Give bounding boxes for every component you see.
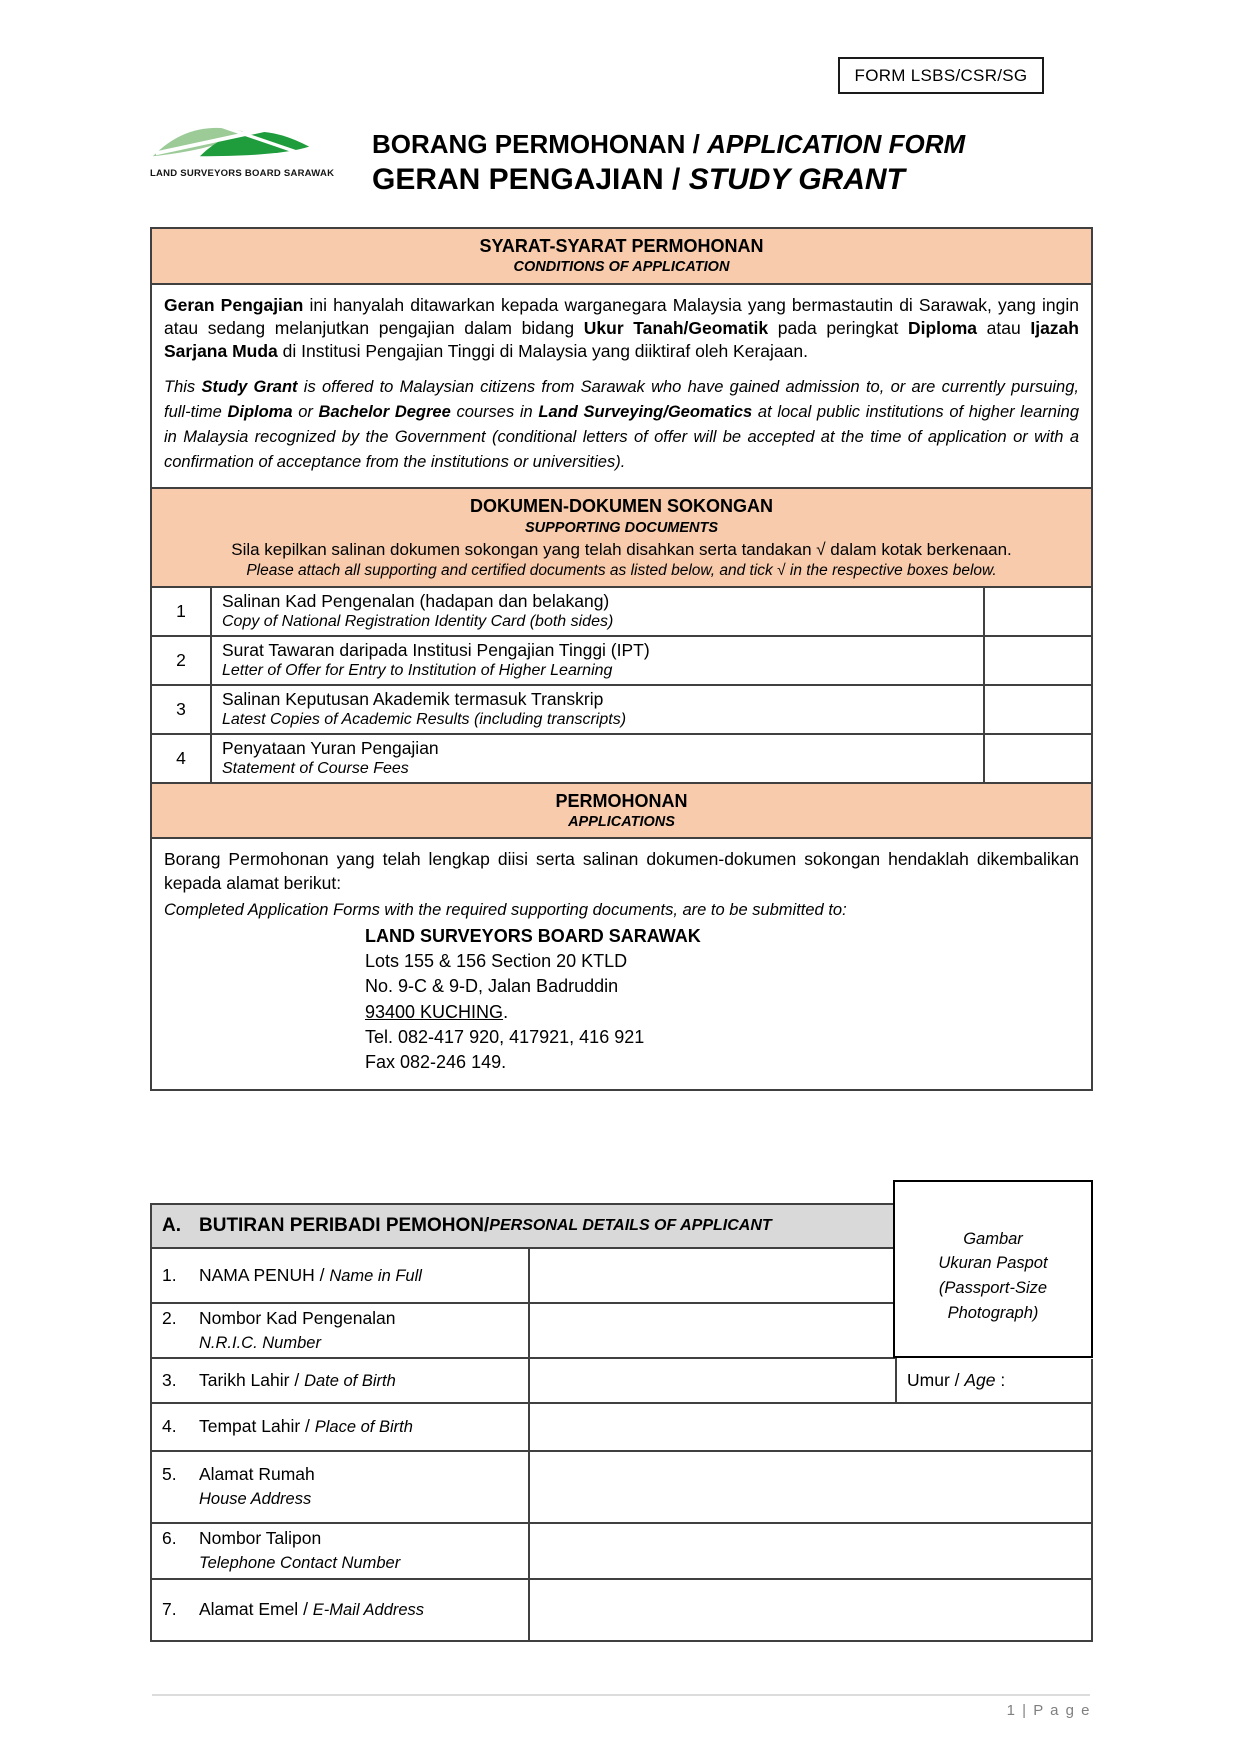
age-field-cell[interactable] bbox=[897, 1359, 1093, 1402]
section-index: A. bbox=[162, 1215, 181, 1236]
conditions-paragraph-english: This Study Grant is offered to Malaysian citizens from Sarawak who have gained admission to, or are currently pursuing, full-time Diploma or Bachelor Degree courses in Land Surveying/Geomatics at local public institutions of higher learning in Malaysia recognized by the Government (conditional letters of offer will be accepted at the time of application or with a confirmation of acceptance from the institutions or universities). bbox=[164, 377, 1079, 472]
field-label: 3. Tarikh Lahir / Date of Birth bbox=[152, 1359, 530, 1402]
page-number: 1 | P a g e bbox=[1006, 1702, 1091, 1719]
section-a-personal-details bbox=[150, 1203, 1093, 1642]
applications-paragraph-malay: Borang Permohonan yang telah lengkap diisi serta salinan dokumen-dokumen sokongan hendaklah dikembalikan kepada alamat berikut: bbox=[164, 849, 1079, 893]
field-label: 4. Tempat Lahir / Place of Birth bbox=[152, 1404, 530, 1450]
field-row-telephone bbox=[150, 1524, 1093, 1580]
full-name-input-cell[interactable] bbox=[530, 1249, 897, 1302]
title1-malay: BORANG PERMOHONAN bbox=[372, 129, 686, 159]
document-number: 4 bbox=[152, 735, 212, 782]
address-city-line: 93400 KUCHING. bbox=[365, 1001, 509, 1022]
form-code-box bbox=[838, 57, 1044, 94]
documents-note-malay: Sila kepilkan salinan dokumen sokongan yang telah disahkan serta tandakan √ dalam kotak berkenaan. bbox=[231, 539, 1012, 559]
field-label: 7. Alamat Emel / E-Mail Address bbox=[152, 1580, 530, 1640]
field-row-place-of-birth bbox=[150, 1404, 1093, 1452]
document-row bbox=[152, 588, 1091, 637]
field-row-date-of-birth bbox=[150, 1359, 1093, 1404]
email-input-cell[interactable] bbox=[530, 1580, 1093, 1640]
conditions-paragraph-malay: Geran Pengajian ini hanyalah ditawarkan kepada warganegara Malaysia yang bermastautin di Sarawak, yang ingin atau sedang melanjutkan pengajian dalam bidang Ukur Tanah/Geomatik pada peringkat Diploma atau Ijazah Sarjana Muda di Institusi Pengajian Tinggi di Malaysia yang diiktiraf oleh Kerajaan. bbox=[164, 294, 1079, 362]
applications-paragraph-english: Completed Application Forms with the required supporting documents, are to be submitted to: bbox=[164, 900, 847, 919]
form-title-line1: BORANG PERMOHONAN / APPLICATION FORM bbox=[372, 129, 966, 159]
document-description: Salinan Keputusan Akademik termasuk Transkrip Latest Copies of Academic Results (including transcripts) bbox=[222, 688, 627, 729]
house-address-input-cell[interactable] bbox=[530, 1452, 1093, 1522]
conditions-heading-english: CONDITIONS OF APPLICATION bbox=[513, 259, 730, 276]
nric-input-cell[interactable] bbox=[530, 1304, 897, 1357]
organisation-logo bbox=[150, 112, 335, 198]
form-title-line2: GERAN PENGAJIAN / STUDY GRANT bbox=[372, 162, 905, 196]
document-row bbox=[152, 735, 1091, 784]
tick-box-cell[interactable] bbox=[983, 637, 1091, 684]
documents-note-english: Please attach all supporting and certified documents as listed below, and tick √ in the respective boxes below. bbox=[246, 561, 997, 579]
conditions-section-header bbox=[152, 229, 1091, 285]
age-label: Umur / Age : bbox=[907, 1370, 1006, 1390]
conditions-body bbox=[152, 285, 1091, 490]
documents-heading-malay: DOKUMEN-DOKUMEN SOKONGAN bbox=[470, 496, 773, 517]
field-label: 5. Alamat Rumah House Address bbox=[152, 1452, 530, 1522]
document-number: 1 bbox=[152, 588, 212, 635]
field-label: 1. NAMA PENUH / Name in Full bbox=[152, 1249, 530, 1302]
document-number: 3 bbox=[152, 686, 212, 733]
field-label: 6. Nombor Talipon Telephone Contact Number bbox=[152, 1524, 530, 1578]
place-of-birth-input-cell[interactable] bbox=[530, 1404, 1093, 1450]
logo-caption: LAND SURVEYORS BOARD SARAWAK bbox=[150, 168, 335, 179]
section-a-header: A. BUTIRAN PERIBADI PEMOHON / PERSONAL DETAILS OF APPLICANT bbox=[150, 1203, 897, 1249]
section-a-title-malay: BUTIRAN PERIBADI PEMOHON bbox=[199, 1215, 485, 1236]
field-row-house-address bbox=[150, 1452, 1093, 1524]
document-number: 2 bbox=[152, 637, 212, 684]
document-header bbox=[150, 112, 1093, 198]
field-row-email bbox=[150, 1580, 1093, 1642]
document-description: Surat Tawaran daripada Institusi Pengajian Tinggi (IPT) Letter of Offer for Entry to Institution of Higher Learning bbox=[222, 639, 650, 680]
document-description: Penyataan Yuran Pengajian Statement of Course Fees bbox=[222, 737, 439, 778]
form-titles bbox=[372, 112, 965, 198]
address-fax: Fax 082-246 149. bbox=[365, 1051, 507, 1072]
address-organisation: LAND SURVEYORS BOARD SARAWAK bbox=[365, 925, 701, 946]
form-code-label: FORM LSBS/CSR/SG bbox=[854, 65, 1028, 85]
applications-body bbox=[152, 839, 1091, 1089]
telephone-input-cell[interactable] bbox=[530, 1524, 1093, 1578]
documents-heading-english: SUPPORTING DOCUMENTS bbox=[524, 519, 719, 536]
address-line2: No. 9-C & 9-D, Jalan Badruddin bbox=[365, 976, 619, 997]
title1-english: APPLICATION FORM bbox=[707, 129, 966, 159]
field-label: 2. Nombor Kad Pengenalan N.R.I.C. Number bbox=[152, 1304, 530, 1357]
title2-malay: GERAN PENGAJIAN bbox=[372, 162, 664, 196]
tick-box-cell[interactable] bbox=[983, 686, 1091, 733]
address-line1: Lots 155 & 156 Section 20 KTLD bbox=[365, 951, 628, 972]
field-row-full-name bbox=[150, 1249, 897, 1304]
address-city: 93400 KUCHING bbox=[365, 1001, 504, 1022]
field-row-nric bbox=[150, 1304, 897, 1359]
address-telephone: Tel. 082-417 920, 417921, 416 921 bbox=[365, 1026, 645, 1047]
submission-address bbox=[365, 924, 1079, 1075]
applications-section-header bbox=[152, 784, 1091, 840]
date-of-birth-input-cell[interactable] bbox=[530, 1359, 897, 1402]
applications-heading-malay: PERMOHONAN bbox=[555, 790, 688, 811]
title2-english: STUDY GRANT bbox=[688, 162, 905, 196]
footer-divider bbox=[152, 1694, 1090, 1696]
conditions-heading-malay: SYARAT-SYARAT PERMOHONAN bbox=[479, 236, 764, 256]
tick-box-cell[interactable] bbox=[983, 735, 1091, 782]
applications-heading-english: APPLICATIONS bbox=[568, 813, 675, 830]
section-a-title-english: PERSONAL DETAILS OF APPLICANT bbox=[489, 1217, 772, 1234]
documents-section-header bbox=[152, 489, 1091, 588]
main-form-table bbox=[150, 227, 1093, 1091]
document-row bbox=[152, 637, 1091, 686]
tick-box-cell[interactable] bbox=[983, 588, 1091, 635]
passport-photo-box: Gambar Ukuran Paspot (Passport-Size Photograph) bbox=[893, 1180, 1093, 1358]
document-row bbox=[152, 686, 1091, 735]
document-description: Salinan Kad Pengenalan (hadapan dan belakang) Copy of National Registration Identity Card (both sides) bbox=[222, 591, 614, 631]
logo-hills-icon bbox=[150, 112, 313, 166]
